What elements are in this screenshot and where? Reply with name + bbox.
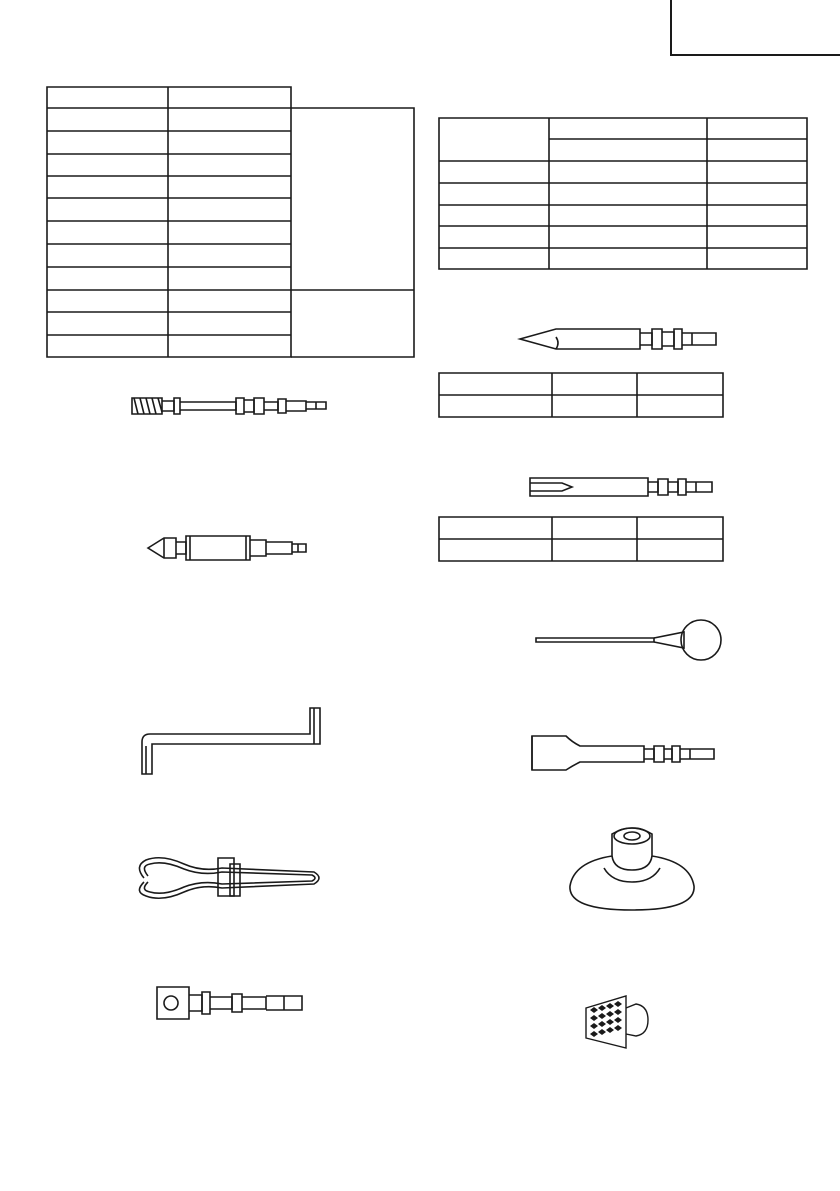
bushing-tool-icon xyxy=(580,990,656,1054)
page-tab xyxy=(670,0,840,56)
center-pin-icon xyxy=(146,530,328,566)
adapter-shank-icon xyxy=(154,983,306,1023)
bit-table-1 xyxy=(437,371,725,420)
scaling-chisel-icon xyxy=(526,734,720,774)
hex-bar-wrench-icon xyxy=(132,704,326,778)
wire-retainer-spring-icon xyxy=(132,852,328,908)
cold-chisel-icon xyxy=(526,473,718,501)
spec-table-left xyxy=(44,84,418,362)
grease-spoon-icon xyxy=(534,616,724,662)
core-bit-shank-icon xyxy=(126,390,334,422)
rubber-cushion-icon xyxy=(564,820,700,914)
bit-table-2 xyxy=(437,515,725,564)
spec-table-right xyxy=(437,116,809,272)
bull-point-chisel-icon xyxy=(516,323,722,353)
